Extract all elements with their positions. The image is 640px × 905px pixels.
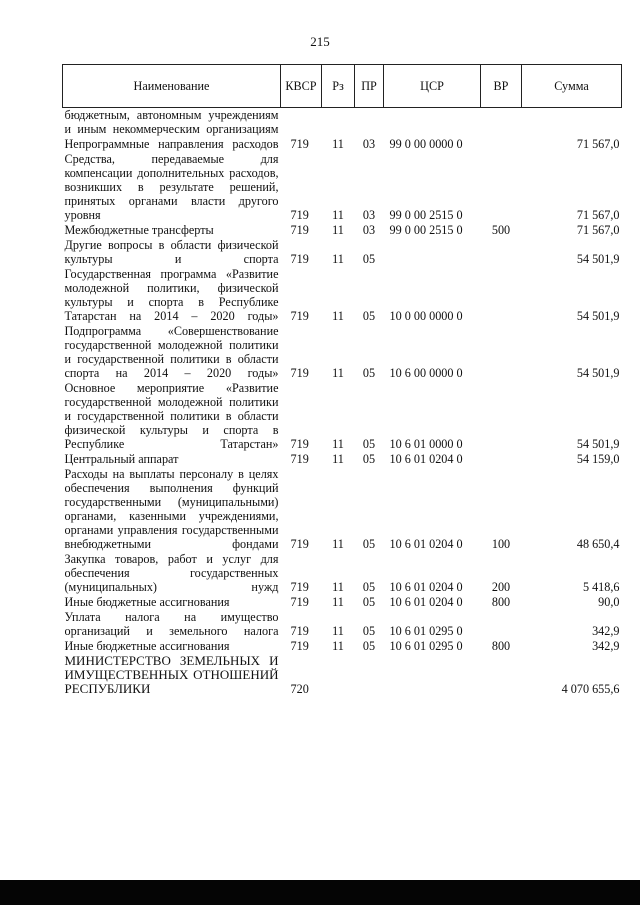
row-vr: 800 xyxy=(491,639,511,653)
row-csr: 10 6 01 0295 0 xyxy=(389,624,463,638)
row-csr: 10 6 00 0000 0 xyxy=(389,366,463,380)
row-csr xyxy=(384,238,481,267)
row-name: Средства, передаваемые для компенсации дополнительных расходов, возникших в результате решений, принятых органами власти другого уровня xyxy=(64,152,279,222)
row-name: Иные бюджетные ассигнования xyxy=(64,595,230,609)
row-pr: 05 xyxy=(362,595,376,609)
row-pr: 05 xyxy=(362,252,376,266)
table-row xyxy=(63,467,622,552)
row-rz: 11 xyxy=(332,624,344,638)
row-pr: 03 xyxy=(362,223,376,237)
row-kvsr xyxy=(281,108,322,138)
row-kvsr: 719 xyxy=(290,452,309,466)
row-sum: 54 501,9 xyxy=(576,437,620,451)
row-rz: 11 xyxy=(332,537,344,551)
row-rz: 11 xyxy=(332,639,344,653)
row-rz: 11 xyxy=(332,580,344,594)
row-sum: 71 567,0 xyxy=(576,208,620,222)
row-kvsr: 719 xyxy=(290,580,309,594)
row-pr: 05 xyxy=(362,639,376,653)
row-pr: 05 xyxy=(362,309,376,323)
row-pr: 05 xyxy=(362,437,376,451)
row-csr: 10 6 01 0000 0 xyxy=(389,437,463,451)
row-name: Непрограммные направления расходов xyxy=(64,137,279,151)
row-kvsr: 719 xyxy=(290,208,309,222)
budget-table xyxy=(62,64,622,697)
table-row xyxy=(63,238,622,267)
row-vr: 100 xyxy=(491,537,511,551)
row-csr: 99 0 00 2515 0 xyxy=(389,208,463,222)
row-kvsr: 719 xyxy=(290,639,309,653)
row-vr xyxy=(481,324,522,381)
row-name: Основное мероприятие «Развитие государственной молодежной политики и государственной политики в области физической культуры и спорта в Республике Татарстан» xyxy=(64,381,279,451)
header-rz: Рз xyxy=(322,65,355,108)
row-csr: 99 0 00 2515 0 xyxy=(389,223,463,237)
table-row xyxy=(63,452,622,467)
table-row xyxy=(63,654,622,697)
row-kvsr: 719 xyxy=(290,537,309,551)
row-sum xyxy=(522,108,622,138)
row-vr xyxy=(481,137,522,152)
row-pr: 03 xyxy=(362,208,376,222)
row-vr xyxy=(481,452,522,467)
table-header-row xyxy=(63,65,622,108)
row-csr: 99 0 00 0000 0 xyxy=(389,137,463,151)
row-pr: 05 xyxy=(362,624,376,638)
row-pr: 05 xyxy=(362,452,376,466)
row-name: Другие вопросы в области физической культуры и спорта xyxy=(64,238,279,266)
row-csr: 10 0 00 0000 0 xyxy=(389,309,463,323)
table-row xyxy=(63,324,622,381)
row-kvsr: 719 xyxy=(290,595,309,609)
page-number: 215 xyxy=(310,34,330,49)
row-sum: 342,9 xyxy=(592,624,620,638)
header-name: Наименование xyxy=(63,65,281,108)
header-vr: ВР xyxy=(481,65,522,108)
row-kvsr: 719 xyxy=(290,223,309,237)
row-sum: 71 567,0 xyxy=(576,137,620,151)
row-rz: 11 xyxy=(332,595,344,609)
row-rz xyxy=(322,654,355,697)
row-sum: 90,0 xyxy=(598,595,620,609)
row-csr xyxy=(384,108,481,138)
row-rz xyxy=(322,108,355,138)
table-row xyxy=(63,152,622,223)
table-row xyxy=(63,595,622,610)
row-csr: 10 6 01 0204 0 xyxy=(389,452,463,466)
row-vr xyxy=(481,610,522,639)
row-kvsr: 719 xyxy=(290,137,309,151)
row-name: Расходы на выплаты персоналу в целях обеспечения выполнения функций государственными (муниципальными) органами, казенными учреждениями, органами управления государственными внебюджетными фондами xyxy=(64,467,279,551)
header-sum: Сумма xyxy=(522,65,622,108)
row-pr: 05 xyxy=(362,580,376,594)
row-pr: 05 xyxy=(362,537,376,551)
table-row xyxy=(63,610,622,639)
row-sum: 54 501,9 xyxy=(576,366,620,380)
row-name: Межбюджетные трансферты xyxy=(64,223,214,237)
row-rz: 11 xyxy=(332,208,344,222)
table-row xyxy=(63,223,622,238)
row-sum: 342,9 xyxy=(592,639,620,653)
table-row xyxy=(63,137,622,152)
row-vr xyxy=(481,381,522,452)
row-sum: 54 501,9 xyxy=(576,309,620,323)
header-kvsr: КВСР xyxy=(281,65,322,108)
row-name: Государственная программа «Развитие молодежной политики, физической культуры и спорта в Республике Татарстан на 2014 – 2020 годы» xyxy=(64,267,279,323)
row-name: Подпрограмма «Совершенствование государственной молодежной политики и государственной политики в области спорта на 2014 – 2020 годы» xyxy=(64,324,279,380)
row-kvsr: 719 xyxy=(290,624,309,638)
row-csr: 10 6 01 0295 0 xyxy=(389,639,463,653)
row-pr: 05 xyxy=(362,366,376,380)
row-kvsr: 719 xyxy=(290,252,309,266)
row-rz: 11 xyxy=(332,252,344,266)
table-row xyxy=(63,267,622,324)
row-sum: 4 070 655,6 xyxy=(561,682,620,696)
row-name: Иные бюджетные ассигнования xyxy=(64,639,230,653)
row-csr: 10 6 01 0204 0 xyxy=(389,537,463,551)
row-pr: 03 xyxy=(362,137,376,151)
row-name: бюджетным, автономным учреждениям и иным некоммерческим организациям xyxy=(64,108,279,136)
row-sum: 71 567,0 xyxy=(576,223,620,237)
row-rz: 11 xyxy=(332,452,344,466)
row-vr: 500 xyxy=(491,223,511,237)
row-sum: 5 418,6 xyxy=(582,580,620,594)
row-kvsr: 719 xyxy=(290,366,309,380)
row-vr xyxy=(481,238,522,267)
header-pr: ПР xyxy=(355,65,384,108)
header-csr: ЦСР xyxy=(384,65,481,108)
table-row xyxy=(63,108,622,138)
row-rz: 11 xyxy=(332,366,344,380)
row-vr xyxy=(481,108,522,138)
row-rz: 11 xyxy=(332,137,344,151)
row-name: Уплата налога на имущество организаций и земельного налога xyxy=(64,610,279,638)
row-rz: 11 xyxy=(332,309,344,323)
row-pr xyxy=(355,108,384,138)
row-rz: 11 xyxy=(332,437,344,451)
row-name: Центральный аппарат xyxy=(64,452,179,466)
row-name: МИНИСТЕРСТВО ЗЕМЕЛЬНЫХ И ИМУЩЕСТВЕННЫХ ОТНОШЕНИЙ РЕСПУБЛИКИ xyxy=(64,653,279,696)
row-vr xyxy=(481,152,522,223)
row-name: Закупка товаров, работ и услуг для обеспечения государственных (муниципальных) нужд xyxy=(64,552,279,594)
row-kvsr: 719 xyxy=(290,437,309,451)
row-csr: 10 6 01 0204 0 xyxy=(389,595,463,609)
row-pr xyxy=(355,654,384,697)
row-vr xyxy=(481,267,522,324)
row-sum: 48 650,4 xyxy=(576,537,620,551)
row-csr: 10 6 01 0204 0 xyxy=(389,580,463,594)
row-kvsr: 720 xyxy=(290,682,309,696)
table-row xyxy=(63,552,622,595)
row-kvsr: 719 xyxy=(290,309,309,323)
row-sum: 54 501,9 xyxy=(576,252,620,266)
row-vr xyxy=(481,654,522,697)
table-row xyxy=(63,381,622,452)
table-row xyxy=(63,639,622,654)
row-vr: 800 xyxy=(491,595,511,609)
row-sum: 54 159,0 xyxy=(576,452,620,466)
row-rz: 11 xyxy=(332,223,344,237)
row-csr xyxy=(384,654,481,697)
row-vr: 200 xyxy=(491,580,511,594)
scan-bottom-edge xyxy=(0,880,640,905)
